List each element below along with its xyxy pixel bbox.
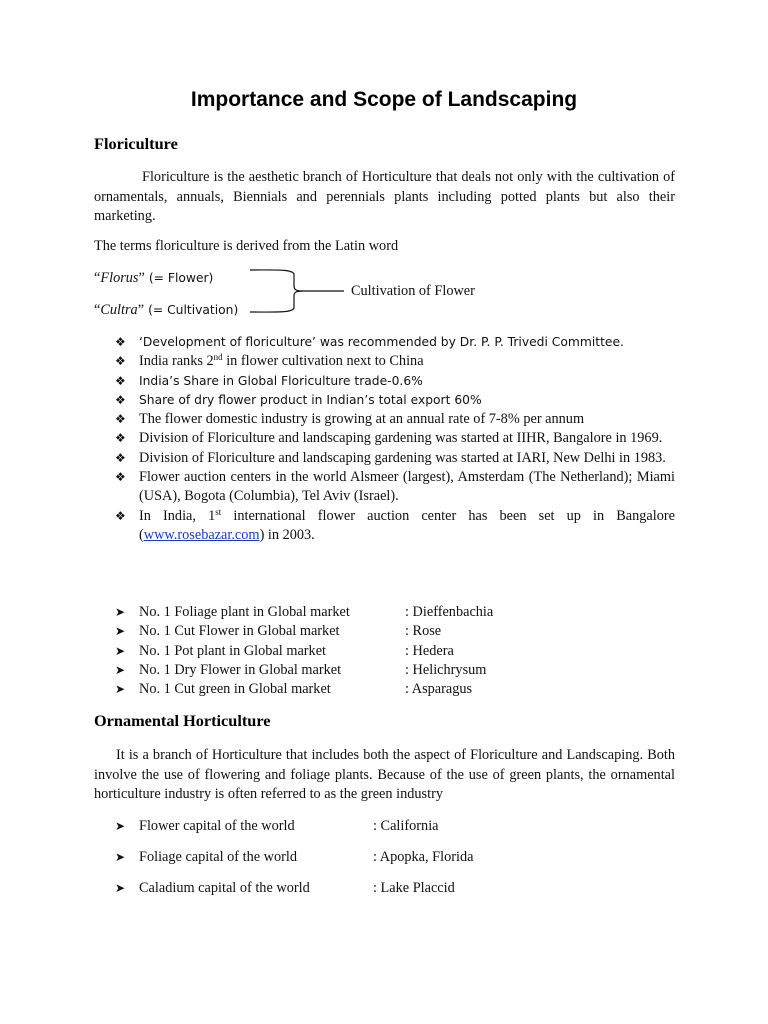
term-word: Cultra	[100, 302, 138, 318]
latin-term-cultra	[94, 301, 238, 319]
diamond-bullet-icon: ❖	[115, 412, 126, 427]
arrow-bullet-icon: ➤	[115, 850, 126, 864]
list-item: ❖ Division of Floriculture and landscaping gardening was started at IIHR, Bangalore in 1969.	[94, 429, 675, 448]
arrow-bullet-icon: ➤	[115, 819, 126, 833]
term-meaning: (= Flower)	[148, 271, 214, 285]
arrow-bullet-icon: ➤	[115, 643, 126, 658]
list-item: ❖ ‘Development of floriculture’ was recommended by Dr. P. P. Trivedi Committee.	[94, 333, 675, 352]
diamond-bullet-icon: ❖	[115, 373, 126, 388]
list-item: ❖ In India, 1st international flower auction center has been set up in Bangalore (www.rosebazar.com) in 2003.	[115, 506, 676, 543]
global-market-list	[94, 603, 675, 699]
floriculture-facts-list	[94, 333, 675, 545]
arrow-bullet-icon: ➤	[115, 624, 126, 639]
close-quote: ”	[138, 270, 145, 286]
list-item: ➤ Foliage capital of the world : Apopka, Florida	[115, 849, 474, 865]
list-item: ➤ Flower capital of the world : California	[115, 818, 439, 834]
list-item: ➤ Caladium capital of the world : Lake Placcid	[115, 880, 455, 896]
terms-line: The terms floriculture is derived from the Latin word	[94, 238, 399, 254]
arrow-bullet-icon: ➤	[115, 682, 126, 697]
list-item: ❖ Division of Floriculture and landscaping gardening was started at IARI, New Delhi in 1983.	[94, 449, 675, 468]
arrow-bullet-icon: ➤	[115, 881, 126, 895]
list-item: ➤ No. 1 Dry Flower in Global market : Helichrysum	[94, 661, 675, 680]
list-item: ❖ India ranks 2nd in flower cultivation next to China	[94, 352, 675, 371]
diamond-bullet-icon: ❖	[115, 470, 126, 485]
latin-term-florus	[94, 269, 213, 287]
diamond-bullet-icon: ❖	[115, 392, 126, 407]
open-quote: “	[94, 302, 101, 318]
terms-result: Cultivation of Flower	[351, 283, 475, 299]
list-item: ➤ No. 1 Foliage plant in Global market : Dieffenbachia	[94, 603, 675, 622]
list-item: ❖ The flower domestic industry is growing at an annual rate of 7-8% per annum	[94, 410, 675, 429]
list-item: ➤ No. 1 Cut green in Global market : Asparagus	[94, 680, 675, 699]
diamond-bullet-icon: ❖	[115, 354, 126, 369]
curly-brace-icon	[248, 266, 348, 316]
diamond-bullet-icon: ❖	[115, 508, 126, 523]
ornamental-intro: It is a branch of Horticulture that includes both the aspect of Floriculture and Landscaping. Both involve the use of flowering and foliage plants. Because of the use of green plants, the ornamental horticulture industry is often referred to as the green industry	[94, 747, 675, 802]
close-quote: ”	[137, 302, 145, 318]
list-item: ❖ Flower auction centers in the world Alsmeer (largest), Amsterdam (The Netherland); Miami (USA), Bogota (Columbia), Tel Aviv (Israel).	[115, 469, 675, 505]
diamond-bullet-icon: ❖	[115, 335, 126, 349]
floriculture-intro: Floriculture is the aesthetic branch of Horticulture that deals not only with the cultivation of ornamentals, annuals, Biennials and perennials plants including potted plants but also their marketing.	[94, 169, 675, 224]
section-heading-floriculture: Floriculture	[94, 134, 178, 153]
term-meaning: (= Cultivation)	[148, 303, 239, 317]
list-item: ➤ No. 1 Cut Flower in Global market : Rose	[94, 622, 675, 641]
list-item: ❖ Share of dry flower product in Indian’s total export 60%	[94, 391, 675, 410]
arrow-bullet-icon: ➤	[115, 662, 126, 677]
open-quote: “	[94, 270, 101, 286]
list-item: ❖ India’s Share in Global Floriculture trade-0.6%	[94, 372, 675, 391]
rosebazar-link[interactable]: www.rosebazar.com	[143, 526, 260, 543]
diamond-bullet-icon: ❖	[115, 450, 126, 465]
list-item: ➤ No. 1 Pot plant in Global market : Hedera	[94, 642, 675, 661]
section-heading-ornamental: Ornamental Horticulture	[94, 711, 271, 730]
term-word: Florus	[100, 270, 139, 286]
world-capitals-list	[94, 817, 675, 910]
diamond-bullet-icon: ❖	[115, 431, 126, 446]
page-title: Importance and Scope of Landscaping	[190, 88, 578, 111]
arrow-bullet-icon: ➤	[115, 605, 126, 619]
